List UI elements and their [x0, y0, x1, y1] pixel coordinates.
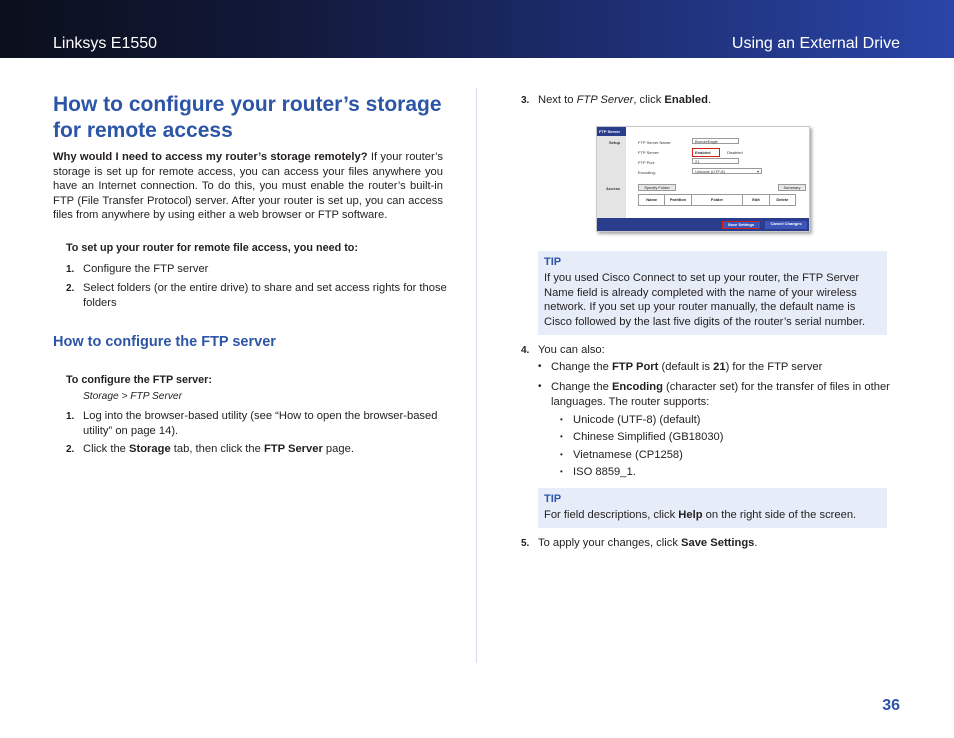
bullet-1-post: ) for the FTP server [725, 361, 823, 373]
intro-question: Why would I need to access my router’s storage remotely? [53, 151, 368, 163]
screenshot-col-folder: Folder [692, 195, 744, 205]
ftp-step-2-number: 2. [66, 444, 75, 455]
storage-tab-ref: Storage [129, 443, 171, 455]
screenshot-disabled: Disabled [727, 150, 743, 155]
tip-box-1 [538, 251, 887, 335]
setup-step-1-text: Configure the FTP server [83, 263, 209, 275]
enabled-option-ref: Enabled [664, 94, 708, 106]
ftp-server-page-ref: FTP Server [263, 443, 323, 455]
ftp-step-2-pre: Click the [83, 443, 130, 455]
screenshot-tab: FTP Server [597, 127, 626, 136]
bullet-encoding [551, 380, 901, 409]
screenshot-col-delete: Delete [776, 197, 789, 202]
chevron-down-icon: ▾ [756, 169, 759, 174]
step-3-pre: Next to [538, 94, 577, 106]
sub-bullet-dot: • [560, 450, 563, 459]
tip-2-text [544, 508, 881, 523]
bullet-1-pre: Change the [551, 361, 612, 373]
step-4-text: You can also: [538, 344, 605, 356]
screenshot-ftp-server-label: FTP Server: [638, 150, 660, 155]
bullet-ftp-port [551, 360, 901, 375]
screenshot-setup-label: Setup [609, 140, 621, 145]
encoding-item-4: ISO 8859_1. [573, 466, 636, 478]
tip-2-post: on the right side of the screen. [702, 509, 857, 521]
tip-box-2 [538, 488, 887, 528]
step-3-number: 3. [521, 95, 530, 106]
encoding-item-3: Vietnamese (CP1258) [573, 449, 683, 461]
screenshot-encoding-select [692, 168, 762, 174]
default-port-ref: 21 [713, 361, 726, 373]
encoding-item-2: Chinese Simplified (GB18030) [573, 431, 724, 443]
ftp-menu-path: Storage > FTP Server [83, 391, 182, 402]
sub-bullet-dot: • [560, 467, 563, 476]
step-5-post: . [754, 537, 758, 549]
screenshot-enabled: Enabled [695, 150, 711, 155]
step-3-post: . [707, 94, 712, 106]
tip-2-label: TIP [544, 493, 562, 505]
column-divider [476, 88, 477, 663]
ftp-section-heading: How to configure the FTP server [53, 334, 276, 350]
setup-step-1-number: 1. [66, 264, 75, 275]
step-4-number: 4. [521, 345, 530, 356]
ftp-step-1-text: Log into the browser-based utility (see “How to open the browser-based utility” on page 14). [83, 410, 438, 437]
ftp-step-2-mid: tab, then click the [170, 443, 264, 455]
save-settings-ref: Save Settings [681, 537, 755, 549]
screenshot-server-name-label: FTP Server Name: [638, 140, 672, 145]
screenshot-encoding-label: Encoding: [638, 170, 656, 175]
setup-step-2-number: 2. [66, 283, 75, 294]
chapter-title: Using an External Drive [731, 35, 900, 52]
ftp-server-field-ref: FTP Server [576, 94, 634, 106]
screenshot-col-partition: Partition [665, 195, 691, 205]
page-header [0, 0, 954, 58]
screenshot-ftp-port-label: FTP Port: [638, 160, 656, 165]
screenshot-encoding-value: Unicode (UTF-8) [695, 169, 725, 174]
setup-heading: To set up your router for remote file access, you need to: [66, 242, 358, 254]
bullet-2-post: (character set) for the transfer of files in other languages. The router supports: [551, 381, 890, 408]
screenshot-ftp-port-field [692, 158, 739, 164]
tip-1-text: If you used Cisco Connect to set up your router, the FTP Server Name field is already completed with the name of your wireless network. If you set up your router manually, the default name is Cisco followed by the last five digits of the router’s serial number. [544, 272, 866, 328]
step-5-pre: To apply your changes, click [538, 537, 682, 549]
tip-2-pre: For field descriptions, click [544, 509, 679, 521]
screenshot-footer [597, 218, 810, 231]
sub-bullet-dot: • [560, 432, 563, 441]
encoding-ref: Encoding [611, 381, 663, 393]
screenshot-cancel-button: Cancel Changes [765, 221, 807, 229]
help-link-ref: Help [678, 509, 703, 521]
page-number: 36 [882, 697, 900, 714]
screenshot-ftp-port-value: 21 [695, 159, 700, 164]
step-3-mid: , click [633, 94, 665, 106]
screenshot-access-label: Access [606, 186, 621, 191]
ftp-step-2-post: page. [322, 443, 354, 455]
intro-answer: If your router’s storage is set up for remote access, you can access your files anywhere you have an Internet connection. To do this, you must enable the router’s built-in FTP (File Transfer Protocol) server. After your router is set up, you can access files from anywhere by using either a web browser or FTP software. [53, 151, 443, 222]
screenshot-specify-folder: Specify Folder [638, 184, 676, 191]
ftp-server-screenshot [596, 126, 810, 232]
step-3-text [538, 93, 898, 108]
product-name: Linksys E1550 [53, 35, 158, 52]
screenshot-summary: Summary [778, 184, 806, 191]
bullet-2-pre: Change the [551, 381, 612, 393]
setup-step-2-text: Select folders (or the entire drive) to share and set access rights for those folders [83, 282, 447, 309]
screenshot-col-edit: Edit [743, 195, 769, 205]
section-title: How to configure your router’s storage for remote access [53, 93, 442, 142]
ftp-step-2-text [83, 442, 448, 457]
screenshot-col-name: Name [639, 195, 665, 205]
ftp-config-heading: To configure the FTP server: [66, 374, 212, 386]
intro-paragraph [53, 150, 443, 223]
step-5-text [538, 536, 898, 551]
screenshot-save-button: Save Settings [722, 221, 760, 229]
encoding-item-1: Unicode (UTF-8) (default) [573, 414, 701, 426]
step-5-number: 5. [521, 538, 530, 549]
tip-1-label: TIP [544, 256, 562, 268]
screenshot-server-name-field [692, 138, 739, 144]
sub-bullet-dot: • [560, 415, 563, 424]
screenshot-share-table [638, 194, 796, 206]
bullet-dot: • [538, 381, 542, 392]
ftp-port-ref: FTP Port [611, 361, 659, 373]
ftp-step-1-number: 1. [66, 411, 75, 422]
screenshot-server-name-value: BronzeEagle [695, 139, 718, 144]
bullet-dot: • [538, 361, 542, 372]
bullet-1-mid: (default is [658, 361, 714, 373]
